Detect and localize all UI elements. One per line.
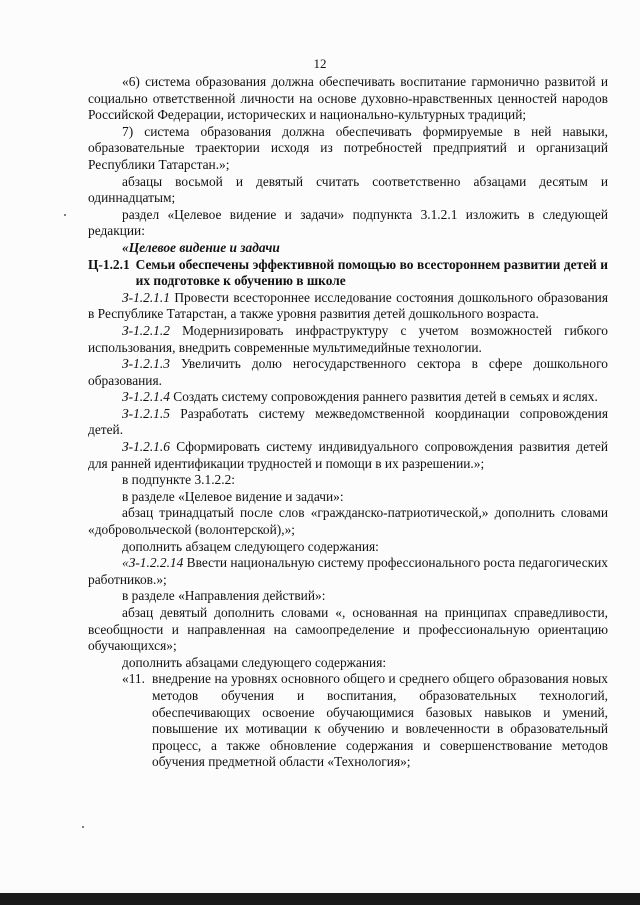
task-code: З-1.2.1.3 — [122, 356, 170, 372]
page-number: 12 — [313, 56, 327, 71]
task-text: Провести всестороннее исследование состояния дошкольного образования в Республике Татарстан, а также уровня развития детей дошкольного возраста. — [88, 289, 608, 322]
paragraph: абзац тринадцатый после слов «гражданско-патриотической,» дополнить словами «добровольческой (волонтерской),»; — [88, 505, 608, 538]
paragraph: «6) система образования должна обеспечивать воспитание гармонично развитой и социально ответственной личности на основе духовно-нравственных ценностей народов Российской Федерации, исторических и национально-культурных традиций; — [88, 74, 608, 123]
paragraph: раздел «Целевое видение и задачи» подпункта 3.1.2.1 изложить в следующей редакции: — [88, 206, 608, 239]
paragraph: в разделе «Целевое видение и задачи»: — [122, 488, 344, 504]
section-heading — [88, 257, 608, 290]
task-item — [88, 389, 608, 406]
document-body — [88, 74, 608, 771]
paragraph: в разделе «Направления действий»: — [122, 588, 326, 604]
paragraph: 7) система образования должна обеспечивать формируемые в ней навыки, образовательные траектории исходя из потребностей предприятий и организаций Республики Татарстан.»; — [88, 123, 608, 172]
task-code: З-1.2.1.6 — [122, 439, 170, 455]
task-item — [88, 356, 608, 389]
task-code: З-1.2.1.5 — [122, 405, 170, 421]
paragraph: в подпункте 3.1.2.2: — [122, 472, 236, 488]
paragraph: абзац девятый дополнить словами «, основанная на принципах справедливости, всеобщности и направленная на самоопределение и профессиональную ориентацию обучающихся»; — [88, 605, 608, 654]
task-item — [88, 290, 608, 323]
heading-text: Семьи обеспечены эффективной помощью во всестороннем развитии детей и их подготовке к обучению в школе — [135, 256, 608, 289]
task-code: З-1.2.1.1 — [122, 289, 170, 305]
task-text: Ввести национальную систему профессионального роста педагогических работников.»; — [88, 555, 608, 587]
task-code: З-1.2.1.2 — [122, 322, 170, 338]
scan-speck — [82, 826, 84, 828]
task-code: «З-1.2.2.14 — [122, 555, 184, 571]
item-text: внедрение на уровнях основного общего и среднего общего образования новых методов обучения и воспитания, образовательных технологий, обеспечивающих освоение обучающимися базовых навыков и умений, повышение их мотивации к обучению и вовлеченности в образовательный процесс, а также обновление содержания и совершенствование методов обучения предметной области «Технология»; — [152, 671, 608, 770]
task-text: Создать систему сопровождения раннего развития детей в семьях и яслях. — [173, 389, 598, 405]
heading-code: Ц-1.2.1 — [88, 256, 130, 272]
task-item — [88, 439, 608, 472]
scan-speck — [64, 214, 66, 216]
task-item — [88, 323, 608, 356]
task-item — [88, 406, 608, 439]
task-item — [88, 555, 608, 588]
task-text: Сформировать систему индивидуального сопровождения развития детей для ранней идентификации трудностей и помощи в их разрешении.»; — [88, 439, 608, 471]
task-text: Увеличить долю негосударственного сектора в сфере дошкольного образования. — [88, 356, 608, 388]
item-number: «11. — [122, 671, 145, 687]
numbered-item — [88, 671, 608, 771]
task-code: З-1.2.1.4 — [122, 389, 170, 405]
section-intro-heading: «Целевое видение и задачи — [122, 239, 280, 255]
scan-bottom-edge — [0, 893, 640, 905]
paragraph: дополнить абзацем следующего содержания: — [122, 538, 379, 554]
paragraph: дополнить абзацами следующего содержания: — [122, 654, 387, 670]
task-text: Модернизировать инфраструктуру с учетом возможностей гибкого использования, внедрить современные мультимедийные технологии. — [88, 322, 608, 355]
paragraph: абзацы восьмой и девятый считать соответственно абзацами десятым и одиннадцатым; — [88, 173, 608, 206]
task-text: Разработать систему межведомственной координации сопровождения детей. — [88, 405, 608, 438]
